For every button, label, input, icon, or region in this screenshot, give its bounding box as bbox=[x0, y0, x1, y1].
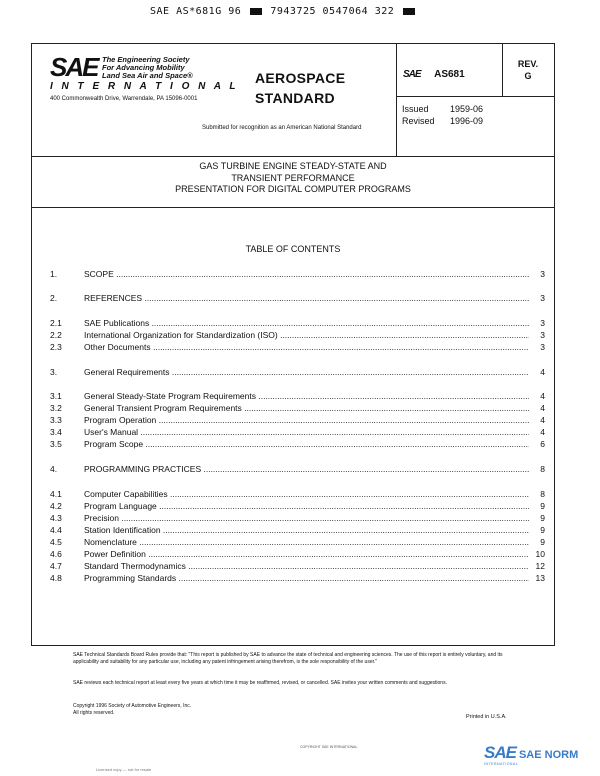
rev-label: REV. bbox=[517, 59, 539, 69]
sae-logo-mark: SAE bbox=[50, 52, 98, 82]
copyright-note bbox=[73, 703, 519, 716]
revised-label: Revised bbox=[402, 116, 435, 126]
toc-title: International Organization for Standardization (ISO) ..... bbox=[84, 330, 529, 341]
toc-number: 2.2 bbox=[50, 330, 62, 340]
toc-page: 4 bbox=[540, 427, 545, 437]
sae-tagline bbox=[102, 56, 212, 80]
watermark-mark: SAE bbox=[484, 743, 516, 762]
toc-entry[interactable] bbox=[50, 269, 545, 280]
toc-page: 8 bbox=[540, 464, 545, 474]
toc-title: Computer Capabilities ..... bbox=[84, 489, 529, 500]
bottom-stamp: Licensed copy — not for resale bbox=[96, 767, 152, 772]
toc-page: 4 bbox=[540, 403, 545, 413]
toc-title: Station Identification ..... bbox=[84, 525, 529, 536]
issued-label: Issued bbox=[402, 104, 429, 114]
divider bbox=[396, 96, 554, 97]
toc-number: 4.7 bbox=[50, 561, 62, 571]
ansi-submission-note: Submitted for recognition as an American National Standard bbox=[202, 125, 362, 131]
toc-entry[interactable] bbox=[50, 525, 545, 536]
document-frame bbox=[31, 43, 555, 646]
toc-title: REFERENCES ..... bbox=[84, 293, 529, 304]
toc-entry[interactable] bbox=[50, 330, 545, 341]
toc-number: 4.3 bbox=[50, 513, 62, 523]
toc-page: 4 bbox=[540, 415, 545, 425]
toc-number: 4.1 bbox=[50, 489, 62, 499]
copyright-stamp: COPYRIGHT SAE INTERNATIONAL bbox=[300, 745, 358, 749]
toc-entry[interactable] bbox=[50, 439, 545, 450]
tagline-line: The Engineering Society bbox=[102, 55, 190, 64]
toc-title: Program Scope ..... bbox=[84, 439, 529, 450]
toc-number: 3.3 bbox=[50, 415, 62, 425]
toc-number: 4. bbox=[50, 464, 58, 474]
standard-type-title bbox=[255, 68, 345, 108]
revision-box bbox=[513, 58, 543, 82]
toc-title: General Requirements ..... bbox=[84, 367, 529, 378]
revised-date: 1996-09 bbox=[450, 116, 484, 126]
toc-number: 2.3 bbox=[50, 342, 62, 352]
toc-title: General Steady-State Program Requirements ..... bbox=[84, 391, 529, 402]
title-line: GAS TURBINE ENGINE STEADY-STATE AND bbox=[199, 161, 387, 171]
toc-number: 3.4 bbox=[50, 427, 62, 437]
toc-number: 2. bbox=[50, 293, 58, 303]
title-line: PRESENTATION FOR DIGITAL COMPUTER PROGRAMS bbox=[175, 184, 411, 194]
toc-title: Standard Thermodynamics ..... bbox=[84, 561, 529, 572]
toc-page: 12 bbox=[535, 561, 545, 571]
toc-entry[interactable] bbox=[50, 549, 545, 560]
toc-title: Programming Standards ..... bbox=[84, 573, 529, 584]
title-line: AEROSPACE bbox=[255, 70, 346, 86]
toc-page: 9 bbox=[540, 513, 545, 523]
document-code-line bbox=[150, 6, 417, 17]
sae-international: I N T E R N A T I O N A L bbox=[50, 81, 239, 92]
toc-entry[interactable] bbox=[50, 342, 545, 353]
toc-page: 9 bbox=[540, 525, 545, 535]
toc-page: 9 bbox=[540, 501, 545, 511]
toc-entry[interactable] bbox=[50, 464, 545, 475]
title-line: STANDARD bbox=[255, 90, 335, 106]
divider bbox=[396, 44, 397, 156]
toc-heading: TABLE OF CONTENTS bbox=[245, 244, 341, 254]
barcode-block bbox=[250, 8, 262, 15]
toc-title: PROGRAMMING PRACTICES ..... bbox=[84, 464, 529, 475]
toc-entry[interactable] bbox=[50, 513, 545, 524]
toc-page: 3 bbox=[540, 269, 545, 279]
title-line: TRANSIENT PERFORMANCE bbox=[231, 172, 355, 183]
toc-number: 4.6 bbox=[50, 549, 62, 559]
document-id bbox=[403, 69, 465, 80]
toc-entry[interactable] bbox=[50, 537, 545, 548]
toc-entry[interactable] bbox=[50, 293, 545, 304]
toc-entry[interactable] bbox=[50, 501, 545, 512]
watermark-sub: INTERNATIONAL bbox=[484, 762, 519, 766]
toc-number: 3. bbox=[50, 367, 58, 377]
toc-number: 3.2 bbox=[50, 403, 62, 413]
toc-number: 3.5 bbox=[50, 439, 62, 449]
copyright-line: Copyright 1996 Society of Automotive Engineers, Inc. bbox=[73, 703, 192, 709]
toc-title: Precision ..... bbox=[84, 513, 529, 524]
toc-entry[interactable] bbox=[50, 573, 545, 584]
header-block bbox=[32, 44, 554, 157]
divider bbox=[502, 44, 503, 96]
issued-row bbox=[402, 103, 483, 115]
toc-entry[interactable] bbox=[50, 367, 545, 378]
toc-page: 3 bbox=[540, 330, 545, 340]
toc-page: 6 bbox=[540, 439, 545, 449]
toc-page: 4 bbox=[540, 391, 545, 401]
toc-page: 13 bbox=[535, 573, 545, 583]
toc-number: 1. bbox=[50, 269, 58, 279]
document-title bbox=[32, 156, 554, 208]
barcode-block bbox=[403, 8, 415, 15]
toc-entry[interactable] bbox=[50, 391, 545, 402]
toc-title: SCOPE ..... bbox=[84, 269, 529, 280]
review-note: SAE reviews each technical report at least every five years at which time it may be reaffirmed, revised, or cancelled. SAE invites your written comments and suggestions. bbox=[73, 680, 447, 686]
doc-number: AS681 bbox=[434, 69, 465, 80]
tagline-line: For Advancing Mobility bbox=[102, 63, 185, 72]
document-code-part1: SAE AS*681G 96 bbox=[150, 6, 242, 17]
sae-norm-watermark bbox=[484, 743, 579, 766]
toc-title: Program Language ..... bbox=[84, 501, 529, 512]
sae-logo bbox=[50, 52, 239, 92]
toc-title: SAE Publications ..... bbox=[84, 318, 529, 329]
toc-page: 9 bbox=[540, 537, 545, 547]
doc-sae-mark: SAE bbox=[403, 69, 421, 80]
board-rules-note: SAE Technical Standards Board Rules provide that: "This report is published by SAE to advance the state of technical and engineering sciences. The use of this report is entirely voluntary, and its applicability and suitability for any particular use, including any patent infringement arising therefrom, is the sole responsibility of the user." bbox=[73, 652, 503, 665]
toc-page: 10 bbox=[535, 549, 545, 559]
toc-number: 2.1 bbox=[50, 318, 62, 328]
toc-number: 4.8 bbox=[50, 573, 62, 583]
toc-number: 4.5 bbox=[50, 537, 62, 547]
rev-value: G bbox=[524, 71, 532, 81]
issue-dates bbox=[402, 103, 483, 127]
printed-in: Printed in U.S.A. bbox=[466, 714, 507, 720]
toc-number: 3.1 bbox=[50, 391, 62, 401]
toc-page: 3 bbox=[540, 342, 545, 352]
sae-address: 400 Commonwealth Drive, Warrendale, PA 15096-0001 bbox=[50, 96, 198, 102]
toc-entry[interactable] bbox=[50, 415, 545, 426]
toc-entry[interactable] bbox=[50, 427, 545, 438]
toc-page: 3 bbox=[540, 318, 545, 328]
toc-page: 4 bbox=[540, 367, 545, 377]
toc-number: 4.2 bbox=[50, 501, 62, 511]
tagline-line: Land Sea Air and Space® bbox=[102, 71, 193, 80]
toc-entry[interactable] bbox=[50, 561, 545, 572]
toc-title: Nomenclature ..... bbox=[84, 537, 529, 548]
toc-number: 4.4 bbox=[50, 525, 62, 535]
toc-title: Program Operation ..... bbox=[84, 415, 529, 426]
toc-page: 3 bbox=[540, 293, 545, 303]
revised-row bbox=[402, 115, 483, 127]
toc-title: Power Definition ..... bbox=[84, 549, 529, 560]
toc-title: Other Documents ..... bbox=[84, 342, 529, 353]
issued-date: 1959-06 bbox=[450, 104, 484, 114]
document-code-part2: 7943725 0547064 322 bbox=[270, 6, 395, 17]
toc-entry[interactable] bbox=[50, 403, 545, 414]
toc-title: User's Manual ..... bbox=[84, 427, 529, 438]
toc-title: General Transient Program Requirements ..... bbox=[84, 403, 529, 414]
toc-entry[interactable] bbox=[50, 489, 545, 500]
watermark-text: SAE NORM bbox=[518, 749, 579, 761]
rights-line: All rights reserved. bbox=[73, 709, 115, 716]
toc-page: 8 bbox=[540, 489, 545, 499]
toc-entry[interactable] bbox=[50, 318, 545, 329]
